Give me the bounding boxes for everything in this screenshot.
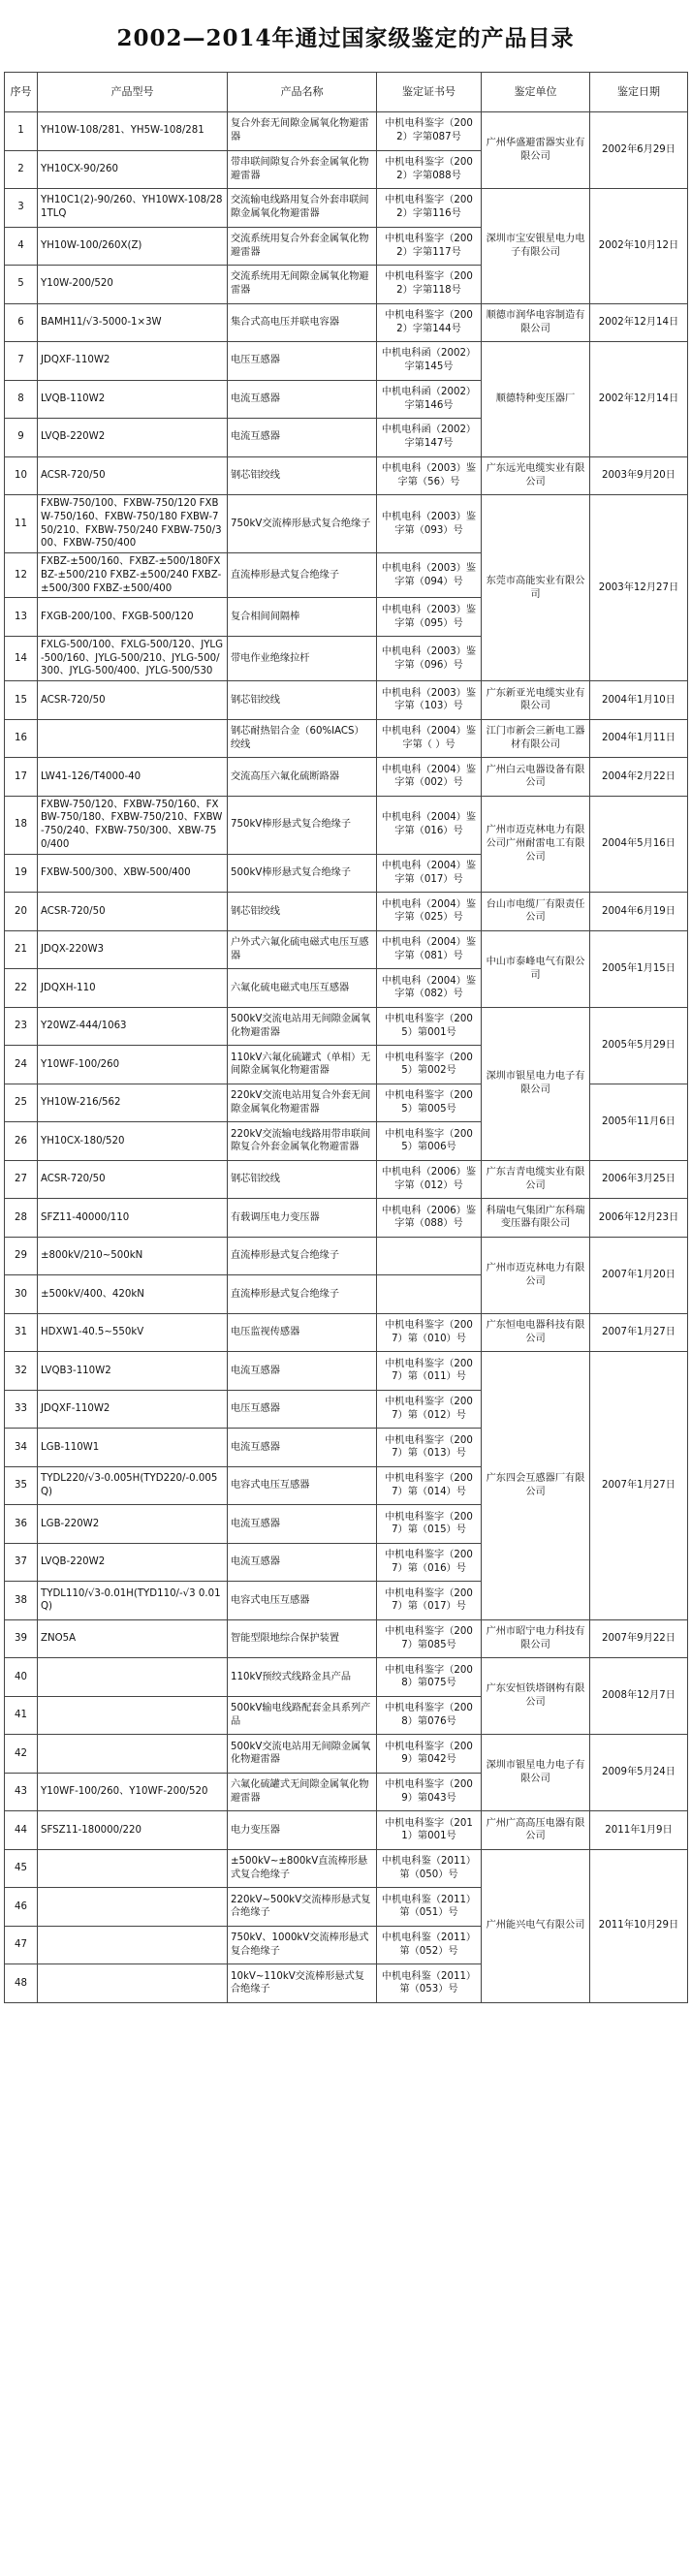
table-row bbox=[5, 1735, 688, 1774]
table-row bbox=[5, 893, 688, 931]
table-row bbox=[5, 495, 688, 553]
product-model: LW41-126/T4000-40 bbox=[38, 758, 228, 797]
row-number: 42 bbox=[5, 1735, 38, 1774]
product-model: JDQXF-110W2 bbox=[38, 342, 228, 381]
header-name: 产品名称 bbox=[228, 73, 377, 112]
appraisal-unit: 广州市迈克林电力有限公司广州耐雷电工有限公司 bbox=[482, 796, 590, 893]
product-model: FXBW-500/300、XBW-500/400 bbox=[38, 854, 228, 893]
certificate-number: 中机电科（2003）鉴字第（103）号 bbox=[377, 681, 482, 720]
product-name: 交流输电线路用复合外套串联间隙金属氧化物避雷器 bbox=[228, 189, 377, 228]
page-title: 2002—2014年通过国家级鉴定的产品目录 bbox=[116, 24, 575, 51]
product-model: ACSR-720/50 bbox=[38, 1160, 228, 1199]
product-model: LVQB-220W2 bbox=[38, 419, 228, 457]
certificate-number: 中机电科（2006）鉴字第（012）号 bbox=[377, 1160, 482, 1199]
row-number: 19 bbox=[5, 854, 38, 893]
appraisal-unit: 广州市昭宁电力科技有限公司 bbox=[482, 1619, 590, 1658]
product-name: 集合式高电压并联电容器 bbox=[228, 303, 377, 342]
row-number: 30 bbox=[5, 1275, 38, 1314]
appraisal-date: 2011年1月9日 bbox=[590, 1811, 688, 1850]
appraisal-date: 2009年5月24日 bbox=[590, 1735, 688, 1811]
row-number: 11 bbox=[5, 495, 38, 553]
appraisal-date: 2003年9月20日 bbox=[590, 456, 688, 495]
appraisal-date: 2002年12月14日 bbox=[590, 342, 688, 457]
appraisal-date: 2006年12月23日 bbox=[590, 1199, 688, 1238]
certificate-number: 中机电科鉴字（2007）第（013）号 bbox=[377, 1429, 482, 1467]
product-model bbox=[38, 1658, 228, 1697]
product-table bbox=[4, 72, 688, 2003]
certificate-number: 中机电科（2006）鉴字第（088）号 bbox=[377, 1199, 482, 1238]
row-number: 40 bbox=[5, 1658, 38, 1697]
product-name: 直流棒形悬式复合绝缘子 bbox=[228, 1237, 377, 1275]
product-name: 110kV六氟化硫罐式（单相）无间隙金属氧化物避雷器 bbox=[228, 1046, 377, 1084]
product-model: TYDL220/√3-0.005H(TYD220/-0.005Q) bbox=[38, 1466, 228, 1505]
product-name: 220kV交流输电线路用带串联间隙复合外套金属氧化物避雷器 bbox=[228, 1122, 377, 1161]
row-number: 13 bbox=[5, 598, 38, 637]
row-number: 39 bbox=[5, 1619, 38, 1658]
certificate-number: 中机电科（2004）鉴字第（081）号 bbox=[377, 930, 482, 969]
appraisal-unit: 广州市迈克林电力有限公司 bbox=[482, 1237, 590, 1313]
header-cert: 鉴定证书号 bbox=[377, 73, 482, 112]
certificate-number: 中机电科（2003）鉴字第（096）号 bbox=[377, 636, 482, 680]
row-number: 45 bbox=[5, 1849, 38, 1888]
row-number: 46 bbox=[5, 1888, 38, 1927]
table-row bbox=[5, 303, 688, 342]
certificate-number: 中机电科鉴字（2007）第（016）号 bbox=[377, 1543, 482, 1582]
product-name: 电流互感器 bbox=[228, 1429, 377, 1467]
product-model: Y10W-200/520 bbox=[38, 266, 228, 304]
product-model: FXBW-750/120、FXBW-750/160、FXBW-750/180、FXBW-750/210、FXBW-750/240、FXBW-750/300、XBW-750/400 bbox=[38, 796, 228, 854]
table-row bbox=[5, 1619, 688, 1658]
table-row bbox=[5, 758, 688, 797]
certificate-number bbox=[377, 1275, 482, 1314]
product-name: 直流棒形悬式复合绝缘子 bbox=[228, 553, 377, 598]
row-number: 43 bbox=[5, 1773, 38, 1811]
header-no: 序号 bbox=[5, 73, 38, 112]
appraisal-date: 2004年1月10日 bbox=[590, 681, 688, 720]
certificate-number: 中机电科鉴字（2007）第（017）号 bbox=[377, 1582, 482, 1620]
row-number: 6 bbox=[5, 303, 38, 342]
certificate-number: 中机电科（2004）鉴字第（025）号 bbox=[377, 893, 482, 931]
product-name: 钢芯铝绞线 bbox=[228, 681, 377, 720]
certificate-number: 中机电科鉴字（2007）第（015）号 bbox=[377, 1505, 482, 1544]
product-model bbox=[38, 1735, 228, 1774]
certificate-number: 中机电科鉴字（2008）第075号 bbox=[377, 1658, 482, 1697]
product-name: 电流互感器 bbox=[228, 419, 377, 457]
product-name: 电流互感器 bbox=[228, 1543, 377, 1582]
product-model: LGB-110W1 bbox=[38, 1429, 228, 1467]
certificate-number: 中机电科（2003）鉴字第（093）号 bbox=[377, 495, 482, 553]
row-number: 44 bbox=[5, 1811, 38, 1850]
product-name: 钢芯铝绞线 bbox=[228, 456, 377, 495]
appraisal-unit: 广州能兴电气有限公司 bbox=[482, 1849, 590, 2002]
product-model: YH10CX-180/520 bbox=[38, 1122, 228, 1161]
product-model: ACSR-720/50 bbox=[38, 456, 228, 495]
certificate-number: 中机电科鉴字（2005）第006号 bbox=[377, 1122, 482, 1161]
product-model: Y10WF-100/260、Y10WF-200/520 bbox=[38, 1773, 228, 1811]
certificate-number: 中机电科鉴字（2007）第（010）号 bbox=[377, 1313, 482, 1352]
appraisal-unit: 深圳市银星电力电子有限公司 bbox=[482, 1007, 590, 1160]
appraisal-unit: 中山市泰峰电气有限公司 bbox=[482, 930, 590, 1007]
row-number: 48 bbox=[5, 1964, 38, 2003]
certificate-number: 中机电科鉴字（2009）第042号 bbox=[377, 1735, 482, 1774]
appraisal-date: 2007年1月27日 bbox=[590, 1313, 688, 1352]
certificate-number: 中机电科鉴字（2005）第002号 bbox=[377, 1046, 482, 1084]
table-row bbox=[5, 1007, 688, 1046]
table-header-row bbox=[5, 73, 688, 112]
row-number: 33 bbox=[5, 1390, 38, 1429]
row-number: 7 bbox=[5, 342, 38, 381]
product-model: ZNO5A bbox=[38, 1619, 228, 1658]
appraisal-date: 2007年9月22日 bbox=[590, 1619, 688, 1658]
product-model: FXBW-750/100、FXBW-750/120 FXBW-750/160、FXBW-750/180 FXBW-750/210、FXBW-750/240 FXBW-750/300、FXBW-750/400 bbox=[38, 495, 228, 553]
certificate-number: 中机电科鉴字（2007）第（011）号 bbox=[377, 1352, 482, 1391]
row-number: 16 bbox=[5, 719, 38, 758]
certificate-number: 中机电科鉴字（2011）第001号 bbox=[377, 1811, 482, 1850]
row-number: 5 bbox=[5, 266, 38, 304]
appraisal-date: 2007年1月20日 bbox=[590, 1237, 688, 1313]
product-model: TYDL110/√3-0.01H(TYD110/-√3 0.01Q) bbox=[38, 1582, 228, 1620]
appraisal-date: 2002年6月29日 bbox=[590, 112, 688, 189]
product-model: ACSR-720/50 bbox=[38, 681, 228, 720]
certificate-number: 中机电科（2004）鉴字第（ ）号 bbox=[377, 719, 482, 758]
appraisal-unit: 顺德市润华电容制造有限公司 bbox=[482, 303, 590, 342]
row-number: 36 bbox=[5, 1505, 38, 1544]
appraisal-unit: 广东安恒铁塔钢构有限公司 bbox=[482, 1658, 590, 1735]
appraisal-date: 2003年12月27日 bbox=[590, 495, 688, 681]
certificate-number: 中机电科（2004）鉴字第（002）号 bbox=[377, 758, 482, 797]
product-model: FXGB-200/100、FXGB-500/120 bbox=[38, 598, 228, 637]
certificate-number: 中机电科鉴（2011）第（051）号 bbox=[377, 1888, 482, 1927]
product-name: 六氟化硫罐式无间隙金属氧化物避雷器 bbox=[228, 1773, 377, 1811]
product-model: LVQB3-110W2 bbox=[38, 1352, 228, 1391]
row-number: 4 bbox=[5, 227, 38, 266]
product-name: 220kV交流电站用复合外套无间隙金属氧化物避雷器 bbox=[228, 1084, 377, 1122]
document-page bbox=[4, 0, 687, 2003]
appraisal-unit: 广州华盛避雷器实业有限公司 bbox=[482, 112, 590, 189]
row-number: 25 bbox=[5, 1084, 38, 1122]
product-name: 110kV预绞式线路金具产品 bbox=[228, 1658, 377, 1697]
appraisal-date: 2004年6月19日 bbox=[590, 893, 688, 931]
row-number: 3 bbox=[5, 189, 38, 228]
appraisal-unit: 科瑞电气集团广东科瑞变压器有限公司 bbox=[482, 1199, 590, 1238]
product-model: FXLG-500/100、FXLG-500/120、JYLG-500/160、JYLG-500/210、JYLG-500/300、JYLG-500/400、JYLG-500/530 bbox=[38, 636, 228, 680]
product-model: YH10CX-90/260 bbox=[38, 150, 228, 189]
table-row bbox=[5, 1658, 688, 1697]
product-name: 220kV~500kV交流棒形悬式复合绝缘子 bbox=[228, 1888, 377, 1927]
table-row bbox=[5, 1313, 688, 1352]
row-number: 37 bbox=[5, 1543, 38, 1582]
product-name: 电容式电压互感器 bbox=[228, 1582, 377, 1620]
product-model bbox=[38, 1696, 228, 1735]
product-model bbox=[38, 719, 228, 758]
product-name: ±500kV~±800kV直流棒形悬式复合绝缘子 bbox=[228, 1849, 377, 1888]
table-row bbox=[5, 112, 688, 151]
row-number: 29 bbox=[5, 1237, 38, 1275]
product-name: 750kV、1000kV交流棒形悬式复合绝缘子 bbox=[228, 1926, 377, 1964]
product-name: 电压互感器 bbox=[228, 342, 377, 381]
certificate-number: 中机电科鉴字（2007）第（012）号 bbox=[377, 1390, 482, 1429]
product-model bbox=[38, 1849, 228, 1888]
row-number: 47 bbox=[5, 1926, 38, 1964]
product-name: 有载调压电力变压器 bbox=[228, 1199, 377, 1238]
appraisal-unit: 台山市电缆厂有限责任公司 bbox=[482, 893, 590, 931]
table-row bbox=[5, 1237, 688, 1275]
appraisal-unit: 广东新亚光电缆实业有限公司 bbox=[482, 681, 590, 720]
product-name: 复合外套无间隙金属氧化物避雷器 bbox=[228, 112, 377, 151]
appraisal-unit: 深圳市银星电力电子有限公司 bbox=[482, 1735, 590, 1811]
product-name: 交流高压六氟化硫断路器 bbox=[228, 758, 377, 797]
certificate-number: 中机电科鉴（2011）第（053）号 bbox=[377, 1964, 482, 2003]
product-model: YH10C1(2)-90/260、YH10WX-108/281TLQ bbox=[38, 189, 228, 228]
table-row bbox=[5, 456, 688, 495]
table-row bbox=[5, 1160, 688, 1199]
table-row bbox=[5, 681, 688, 720]
product-name: 500kV交流电站用无间隙金属氧化物避雷器 bbox=[228, 1007, 377, 1046]
product-model: ±500kV/400、420kN bbox=[38, 1275, 228, 1314]
row-number: 14 bbox=[5, 636, 38, 680]
product-name: 500kV棒形悬式复合绝缘子 bbox=[228, 854, 377, 893]
product-name: 电流互感器 bbox=[228, 380, 377, 419]
appraisal-unit: 江门市新会三新电工器材有限公司 bbox=[482, 719, 590, 758]
product-name: 电流互感器 bbox=[228, 1352, 377, 1391]
table-row bbox=[5, 1352, 688, 1391]
product-model: Y10WF-100/260 bbox=[38, 1046, 228, 1084]
certificate-number: 中机电科鉴字（2005）第001号 bbox=[377, 1007, 482, 1046]
product-model: YH10W-100/260X(Z) bbox=[38, 227, 228, 266]
product-name: 电容式电压互感器 bbox=[228, 1466, 377, 1505]
table-row bbox=[5, 189, 688, 228]
appraisal-unit: 广东吉青电缆实业有限公司 bbox=[482, 1160, 590, 1199]
appraisal-date: 2002年10月12日 bbox=[590, 189, 688, 304]
certificate-number: 中机电科函（2002）字第146号 bbox=[377, 380, 482, 419]
product-name: 500kV交流电站用无间隙金属氧化物避雷器 bbox=[228, 1735, 377, 1774]
appraisal-date: 2004年2月22日 bbox=[590, 758, 688, 797]
product-name: 户外式六氟化硫电磁式电压互感器 bbox=[228, 930, 377, 969]
row-number: 1 bbox=[5, 112, 38, 151]
certificate-number: 中机电科函（2002）字第147号 bbox=[377, 419, 482, 457]
appraisal-unit: 深圳市宝安银星电力电子有限公司 bbox=[482, 189, 590, 304]
appraisal-date: 2004年5月16日 bbox=[590, 796, 688, 893]
header-model: 产品型号 bbox=[38, 73, 228, 112]
appraisal-date: 2004年1月11日 bbox=[590, 719, 688, 758]
product-model: Y20WZ-444/1063 bbox=[38, 1007, 228, 1046]
certificate-number: 中机电科鉴字（2002）字第087号 bbox=[377, 112, 482, 151]
product-model: ACSR-720/50 bbox=[38, 893, 228, 931]
product-name: 电压监视传感器 bbox=[228, 1313, 377, 1352]
table-row bbox=[5, 1199, 688, 1238]
row-number: 2 bbox=[5, 150, 38, 189]
appraisal-unit: 顺德特种变压器厂 bbox=[482, 342, 590, 457]
row-number: 31 bbox=[5, 1313, 38, 1352]
product-model: FXBZ-±500/160、FXBZ-±500/180FXBZ-±500/210 FXBZ-±500/240 FXBZ-±500/300 FXBZ-±500/400 bbox=[38, 553, 228, 598]
certificate-number: 中机电科鉴字（2009）第043号 bbox=[377, 1773, 482, 1811]
table-row bbox=[5, 342, 688, 381]
certificate-number: 中机电科（2004）鉴字第（017）号 bbox=[377, 854, 482, 893]
product-name: 钢芯铝绞线 bbox=[228, 1160, 377, 1199]
product-name: 电力变压器 bbox=[228, 1811, 377, 1850]
product-name: 复合相间间隔棒 bbox=[228, 598, 377, 637]
table-row bbox=[5, 719, 688, 758]
product-model: ±800kV/210~500kN bbox=[38, 1237, 228, 1275]
row-number: 34 bbox=[5, 1429, 38, 1467]
table-row bbox=[5, 930, 688, 969]
appraisal-unit: 广东恒电电器科技有限公司 bbox=[482, 1313, 590, 1352]
product-model: BAMH11/√3-5000-1×3W bbox=[38, 303, 228, 342]
product-model: SFZ11-40000/110 bbox=[38, 1199, 228, 1238]
certificate-number: 中机电科（2003）鉴字第（095）号 bbox=[377, 598, 482, 637]
table-row bbox=[5, 1849, 688, 1888]
product-name: 交流系统用无间隙金属氧化物避雷器 bbox=[228, 266, 377, 304]
certificate-number: 中机电科（2003）鉴字第（094）号 bbox=[377, 553, 482, 598]
row-number: 28 bbox=[5, 1199, 38, 1238]
appraisal-date: 2002年12月14日 bbox=[590, 303, 688, 342]
certificate-number: 中机电科鉴（2011）第（052）号 bbox=[377, 1926, 482, 1964]
certificate-number: 中机电科鉴字（2007）第（014）号 bbox=[377, 1466, 482, 1505]
table-row bbox=[5, 796, 688, 854]
product-model bbox=[38, 1926, 228, 1964]
row-number: 22 bbox=[5, 969, 38, 1008]
row-number: 18 bbox=[5, 796, 38, 854]
row-number: 32 bbox=[5, 1352, 38, 1391]
product-model: SFSZ11-180000/220 bbox=[38, 1811, 228, 1850]
row-number: 15 bbox=[5, 681, 38, 720]
certificate-number: 中机电科（2003）鉴字第（56）号 bbox=[377, 456, 482, 495]
product-name: 电流互感器 bbox=[228, 1505, 377, 1544]
appraisal-unit: 广东四会互感器厂有限公司 bbox=[482, 1352, 590, 1620]
row-number: 9 bbox=[5, 419, 38, 457]
certificate-number: 中机电科鉴字（2008）第076号 bbox=[377, 1696, 482, 1735]
appraisal-date: 2007年1月27日 bbox=[590, 1352, 688, 1620]
certificate-number: 中机电科鉴字（2002）字第144号 bbox=[377, 303, 482, 342]
appraisal-unit: 广州广高高压电器有限公司 bbox=[482, 1811, 590, 1850]
product-model: JDQXH-110 bbox=[38, 969, 228, 1008]
row-number: 23 bbox=[5, 1007, 38, 1046]
header-date: 鉴定日期 bbox=[590, 73, 688, 112]
certificate-number: 中机电科（2004）鉴字第（082）号 bbox=[377, 969, 482, 1008]
product-name: 智能型限地综合保护装置 bbox=[228, 1619, 377, 1658]
certificate-number: 中机电科鉴字（2002）字第118号 bbox=[377, 266, 482, 304]
certificate-number: 中机电科鉴字（2002）字第088号 bbox=[377, 150, 482, 189]
row-number: 17 bbox=[5, 758, 38, 797]
row-number: 41 bbox=[5, 1696, 38, 1735]
row-number: 12 bbox=[5, 553, 38, 598]
row-number: 8 bbox=[5, 380, 38, 419]
appraisal-date: 2006年3月25日 bbox=[590, 1160, 688, 1199]
certificate-number: 中机电科鉴字（2002）字第117号 bbox=[377, 227, 482, 266]
product-model: LGB-220W2 bbox=[38, 1505, 228, 1544]
appraisal-date: 2005年11月6日 bbox=[590, 1084, 688, 1160]
product-name: 750kV棒形悬式复合绝缘子 bbox=[228, 796, 377, 854]
product-name: 电压互感器 bbox=[228, 1390, 377, 1429]
product-name: 六氟化硫电磁式电压互感器 bbox=[228, 969, 377, 1008]
product-name: 交流系统用复合外套金属氧化物避雷器 bbox=[228, 227, 377, 266]
product-name: 10kV~110kV交流棒形悬式复合绝缘子 bbox=[228, 1964, 377, 2003]
product-model: HDXW1-40.5~550kV bbox=[38, 1313, 228, 1352]
product-name: 500kV输电线路配套金具系列产品 bbox=[228, 1696, 377, 1735]
product-name: 钢芯铝绞线 bbox=[228, 893, 377, 931]
row-number: 38 bbox=[5, 1582, 38, 1620]
appraisal-date: 2011年10月29日 bbox=[590, 1849, 688, 2002]
row-number: 20 bbox=[5, 893, 38, 931]
row-number: 24 bbox=[5, 1046, 38, 1084]
certificate-number: 中机电科（2004）鉴字第（016）号 bbox=[377, 796, 482, 854]
product-model: JDQXF-110W2 bbox=[38, 1390, 228, 1429]
row-number: 26 bbox=[5, 1122, 38, 1161]
certificate-number: 中机电科鉴字（2005）第005号 bbox=[377, 1084, 482, 1122]
row-number: 27 bbox=[5, 1160, 38, 1199]
product-model: LVQB-220W2 bbox=[38, 1543, 228, 1582]
certificate-number bbox=[377, 1237, 482, 1275]
product-model: JDQX-220W3 bbox=[38, 930, 228, 969]
product-name: 钢芯耐热铝合金（60%IACS）绞线 bbox=[228, 719, 377, 758]
product-name: 直流棒形悬式复合绝缘子 bbox=[228, 1275, 377, 1314]
product-model: YH10W-108/281、YH5W-108/281 bbox=[38, 112, 228, 151]
product-name: 带串联间隙复合外套金属氧化物避雷器 bbox=[228, 150, 377, 189]
product-model bbox=[38, 1964, 228, 2003]
appraisal-unit: 广州白云电器设备有限公司 bbox=[482, 758, 590, 797]
certificate-number: 中机电科函（2002）字第145号 bbox=[377, 342, 482, 381]
product-model: YH10W-216/562 bbox=[38, 1084, 228, 1122]
row-number: 10 bbox=[5, 456, 38, 495]
certificate-number: 中机电科鉴（2011）第（050）号 bbox=[377, 1849, 482, 1888]
product-name: 带电作业绝缘拉杆 bbox=[228, 636, 377, 680]
table-body bbox=[5, 112, 688, 2003]
header-unit: 鉴定单位 bbox=[482, 73, 590, 112]
appraisal-unit: 广东远光电缆实业有限公司 bbox=[482, 456, 590, 495]
certificate-number: 中机电科鉴字（2007）第085号 bbox=[377, 1619, 482, 1658]
row-number: 35 bbox=[5, 1466, 38, 1505]
appraisal-date: 2008年12月7日 bbox=[590, 1658, 688, 1735]
appraisal-date: 2005年1月15日 bbox=[590, 930, 688, 1007]
product-name: 750kV交流棒形悬式复合绝缘子 bbox=[228, 495, 377, 553]
appraisal-date: 2005年5月29日 bbox=[590, 1007, 688, 1084]
appraisal-unit: 东莞市高能实业有限公司 bbox=[482, 495, 590, 681]
certificate-number: 中机电科鉴字（2002）字第116号 bbox=[377, 189, 482, 228]
row-number: 21 bbox=[5, 930, 38, 969]
product-model bbox=[38, 1888, 228, 1927]
table-row bbox=[5, 1811, 688, 1850]
product-model: LVQB-110W2 bbox=[38, 380, 228, 419]
